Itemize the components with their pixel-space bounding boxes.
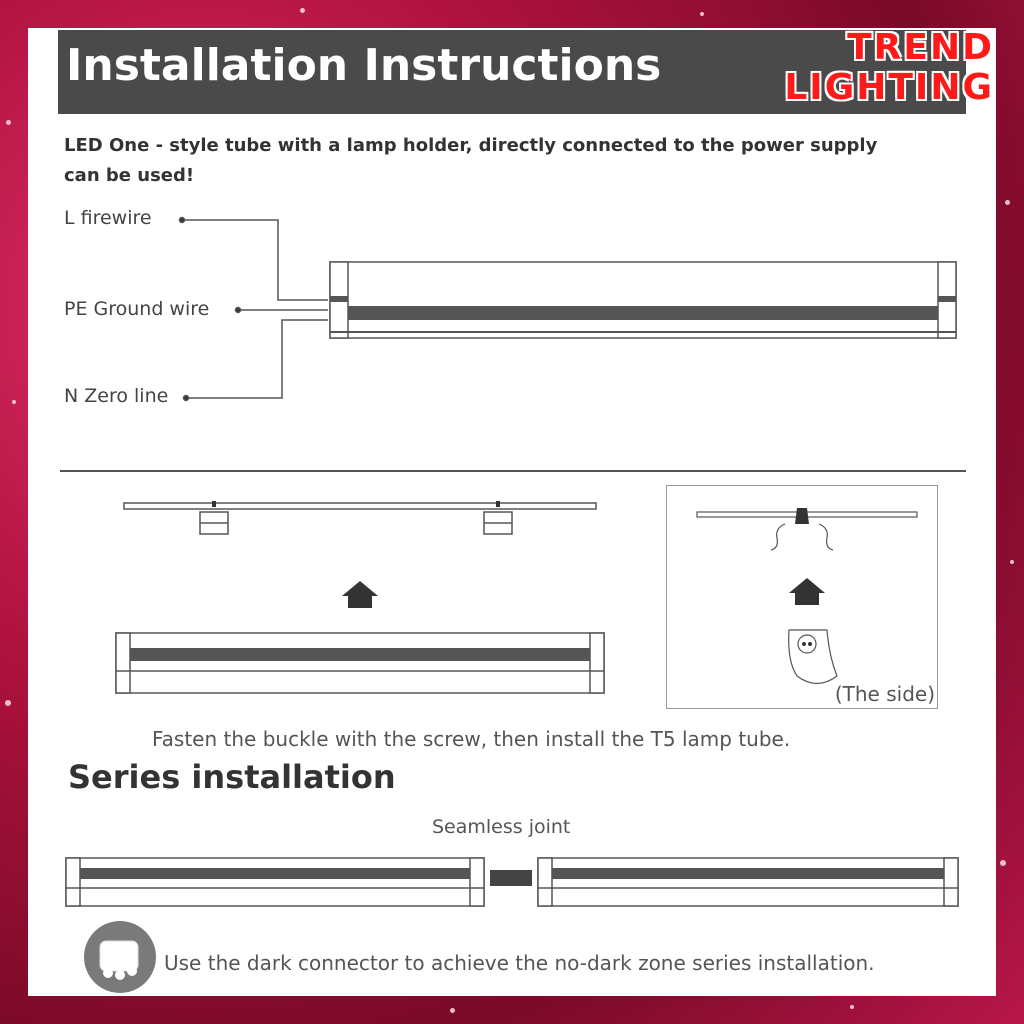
intro-text: LED One - style tube with a lamp holder, directly connected to the power supply can be used! xyxy=(64,135,878,186)
series-diagram xyxy=(28,28,996,928)
wire-label-l: L firewire xyxy=(64,207,152,229)
connector-icon xyxy=(84,921,156,993)
instruction-panel xyxy=(28,28,996,996)
dark-connector xyxy=(490,870,532,886)
brand-line-1: TREND xyxy=(847,27,994,68)
wire-label-n: N Zero line xyxy=(64,385,169,407)
wire-label-pe: PE Ground wire xyxy=(64,298,210,320)
mounting-caption: Fasten the buckle with the screw, then install the T5 lamp tube. xyxy=(152,727,791,751)
page-title: Installation Instructions xyxy=(66,40,662,91)
side-view-label: (The side) xyxy=(834,682,935,706)
connector-note: Use the dark connector to achieve the no-dark zone series installation. xyxy=(164,951,875,975)
seamless-joint-label: Seamless joint xyxy=(432,816,571,838)
series-tube-left xyxy=(66,858,484,906)
series-tube-right xyxy=(538,858,958,906)
brand-line-2: LIGHTING xyxy=(784,67,994,108)
series-title: Series installation xyxy=(68,758,396,796)
